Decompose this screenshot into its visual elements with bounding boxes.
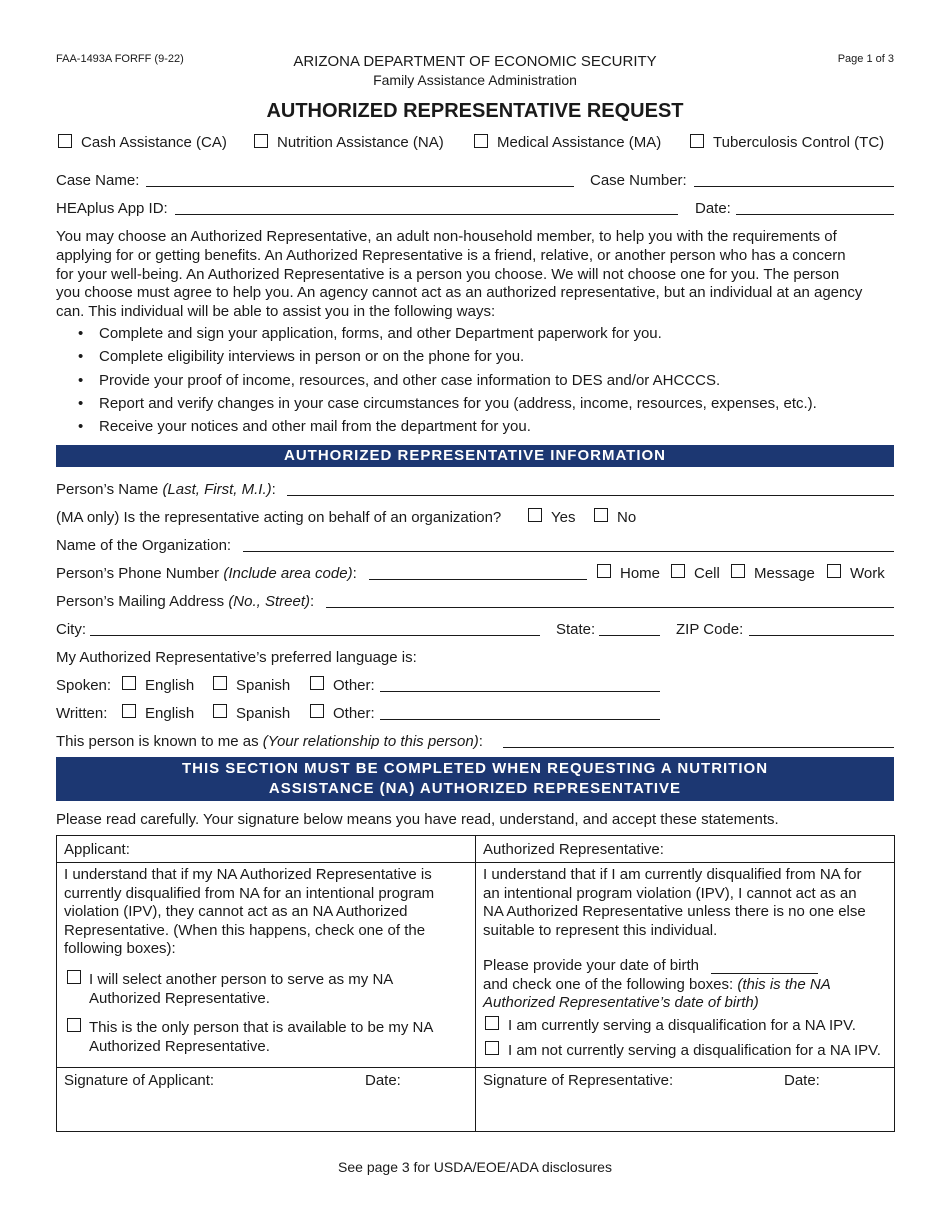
dob-instruction-text: and check one of the following boxes: xyxy=(483,975,738,993)
spoken-spanish-checkbox[interactable] xyxy=(213,676,227,690)
statement-line: following boxes): xyxy=(64,940,176,957)
division-name: Family Assistance Administration xyxy=(373,72,577,88)
address-text: Person’s Mailing Address xyxy=(56,593,229,610)
phone-cell-checkbox[interactable] xyxy=(671,564,685,578)
person-name-hint: (Last, First, M.I.) xyxy=(162,481,272,498)
case-number-label: Case Number: xyxy=(590,172,687,189)
rep-signature-label: Signature of Representative: xyxy=(483,1072,674,1089)
state-field[interactable] xyxy=(599,635,660,636)
org-name-label: Name of the Organization: xyxy=(56,537,232,554)
list-item: • Complete eligibility interviews in person or on the phone for you. xyxy=(78,347,817,370)
intro-line: You may choose an Authorized Representative, an adult non-household member, to help you with the requirements of xyxy=(56,228,837,245)
medical-assistance-label: Medical Assistance (MA) xyxy=(497,134,662,151)
colon: : xyxy=(271,481,276,498)
phone-text: Person’s Phone Number xyxy=(56,565,224,582)
phone-home-checkbox[interactable] xyxy=(597,564,611,578)
applicant-signature-field[interactable] xyxy=(58,1092,474,1130)
row-divider xyxy=(57,862,894,863)
na-heading-line: ASSISTANCE (NA) AUTHORIZED REPRESENTATIVE xyxy=(268,780,682,797)
written-english-checkbox[interactable] xyxy=(122,704,136,718)
list-item: • Provide your proof of income, resources, and other case information to DES and/or AHCCCS. xyxy=(78,371,817,394)
city-label: City: xyxy=(56,621,86,638)
rep-option2-checkbox[interactable] xyxy=(485,1041,499,1055)
form-id: FAA-1493A FORFF (9-22) xyxy=(56,53,184,65)
app-id-label: HEAplus App ID: xyxy=(56,200,168,217)
phone-field[interactable] xyxy=(369,579,587,580)
rep-header: Authorized Representative: xyxy=(483,841,664,858)
org-yes-checkbox[interactable] xyxy=(528,508,542,522)
intro-paragraph xyxy=(56,228,862,322)
dob-label: Please provide your date of birth xyxy=(483,957,699,974)
list-item: • Complete and sign your application, forms, and other Department paperwork for you. xyxy=(78,324,817,347)
colon: : xyxy=(352,565,357,582)
date-field[interactable] xyxy=(736,214,894,215)
relationship-field[interactable] xyxy=(503,747,894,748)
person-name-label xyxy=(56,481,276,498)
written-spanish-label: Spanish xyxy=(236,705,291,722)
column-divider xyxy=(475,836,476,1131)
nutrition-assistance-checkbox[interactable] xyxy=(254,134,268,148)
colon: : xyxy=(478,733,483,750)
statement-line: NA Authorized Representative unless there is no one else xyxy=(483,903,866,920)
na-instruction: Please read carefully. Your signature below means you have read, understand, and accept these statements. xyxy=(56,811,779,828)
row-divider xyxy=(57,1067,894,1068)
state-label: State: xyxy=(556,621,596,638)
statement-line: suitable to represent this individual. xyxy=(483,921,718,939)
relationship-text: This person is known to me as xyxy=(56,733,263,750)
phone-message-label: Message xyxy=(754,565,815,582)
spoken-other-label: Other: xyxy=(333,677,375,694)
phone-work-label: Work xyxy=(850,565,885,582)
applicant-option1-checkbox[interactable] xyxy=(67,970,81,984)
written-english-label: English xyxy=(145,705,195,722)
written-other-label: Other: xyxy=(333,705,375,722)
zip-field[interactable] xyxy=(749,635,894,636)
app-id-field[interactable] xyxy=(175,214,678,215)
intro-line: applying for or getting benefits. An Authorized Representative is a friend, relative, or another person who has a concern xyxy=(56,246,846,264)
dob-hint: (this is the NA xyxy=(737,975,831,993)
applicant-signature-label: Signature of Applicant: xyxy=(64,1072,215,1089)
tuberculosis-control-checkbox[interactable] xyxy=(690,134,704,148)
na-heading-line: THIS SECTION MUST BE COMPLETED WHEN REQUESTING A NUTRITION xyxy=(181,760,769,777)
statement-line: I understand that if my NA Authorized Representative is xyxy=(64,866,432,883)
spoken-english-checkbox[interactable] xyxy=(122,676,136,690)
org-question-label: (MA only) Is the representative acting on behalf of an organization? xyxy=(56,509,502,526)
na-agreement-table xyxy=(56,835,895,1132)
case-name-label: Case Name: xyxy=(56,172,140,189)
person-name-field[interactable] xyxy=(287,495,894,496)
applicant-option1-label xyxy=(89,971,393,1008)
list-item: • Receive your notices and other mail from the department for you. xyxy=(78,417,817,440)
written-other-checkbox[interactable] xyxy=(310,704,324,718)
rep-signature-field[interactable] xyxy=(477,1092,893,1130)
option-line: This is the only person that is available to be my NA xyxy=(89,1019,434,1036)
language-prompt: My Authorized Representative’s preferred language is: xyxy=(56,649,417,666)
org-no-label: No xyxy=(617,509,637,526)
page-title: AUTHORIZED REPRESENTATIVE REQUEST xyxy=(266,100,684,122)
list-item: • Report and verify changes in your case circumstances for you (address, income, resources, expenses, etc.). xyxy=(78,394,817,417)
tuberculosis-control-label: Tuberculosis Control (TC) xyxy=(713,134,885,151)
agency-name: ARIZONA DEPARTMENT OF ECONOMIC SECURITY xyxy=(293,53,657,70)
page-number: Page 1 of 3 xyxy=(837,53,894,65)
address-field[interactable] xyxy=(326,607,894,608)
phone-message-checkbox[interactable] xyxy=(731,564,745,578)
rep-statement xyxy=(483,866,866,940)
cash-assistance-checkbox[interactable] xyxy=(58,134,72,148)
rep-dob-block xyxy=(483,957,831,1013)
spoken-english-label: English xyxy=(145,677,195,694)
medical-assistance-checkbox[interactable] xyxy=(474,134,488,148)
phone-cell-label: Cell xyxy=(694,565,720,582)
statement-line: currently disqualified from NA for an intentional program xyxy=(64,884,435,902)
colon: : xyxy=(310,593,315,610)
cash-assistance-label: Cash Assistance (CA) xyxy=(81,134,227,151)
address-label xyxy=(56,593,314,610)
applicant-header: Applicant: xyxy=(64,841,130,858)
statement-line: an intentional program violation (IPV), I cannot act as an xyxy=(483,884,857,902)
case-number-field[interactable] xyxy=(694,186,894,187)
nutrition-assistance-label: Nutrition Assistance (NA) xyxy=(277,134,444,151)
dob-field[interactable] xyxy=(711,973,818,974)
assist-list xyxy=(78,324,817,440)
org-name-field[interactable] xyxy=(243,551,894,552)
spoken-other-field[interactable] xyxy=(380,691,660,692)
relationship-hint: (Your relationship to this person) xyxy=(262,733,479,750)
address-hint: (No., Street) xyxy=(228,593,310,610)
org-no-checkbox[interactable] xyxy=(594,508,608,522)
spoken-label: Spoken: xyxy=(56,677,112,694)
statement-line: violation (IPV), they cannot act as an NA Authorized xyxy=(64,903,408,920)
intro-line: you choose must agree to help you. An agency cannot act as an authorized representative, but an individual at an agency xyxy=(56,284,863,302)
org-yes-label: Yes xyxy=(551,509,576,526)
zip-label: ZIP Code: xyxy=(676,621,744,638)
dob-hint-continued: Authorized Representative’s date of birth) xyxy=(483,994,759,1011)
person-name-text: Person’s Name xyxy=(56,481,163,498)
rep-info-heading: AUTHORIZED REPRESENTATIVE INFORMATION xyxy=(56,445,894,467)
applicant-date-label: Date: xyxy=(365,1072,401,1089)
case-name-field[interactable] xyxy=(146,186,574,187)
applicant-option2-label xyxy=(89,1019,433,1056)
na-section-heading xyxy=(56,757,894,801)
phone-hint: (Include area code) xyxy=(223,565,353,582)
phone-home-label: Home xyxy=(620,565,661,582)
statement-line: I understand that if I am currently disqualified from NA for xyxy=(483,866,862,883)
rep-option1-label: I am currently serving a disqualification for a NA IPV. xyxy=(508,1017,856,1034)
option-line: I will select another person to serve as my NA xyxy=(89,971,394,988)
option-line: Authorized Representative. xyxy=(89,989,270,1007)
option-line: Authorized Representative. xyxy=(89,1037,270,1055)
intro-line: for your well-being. An Authorized Representative is a person you choose. We will not choose one for you. The person xyxy=(56,265,840,283)
written-other-field[interactable] xyxy=(380,719,660,720)
phone-label xyxy=(56,565,357,582)
written-spanish-checkbox[interactable] xyxy=(213,704,227,718)
date-label: Date: xyxy=(695,200,731,217)
written-label: Written: xyxy=(56,705,108,722)
rep-option2-label: I am not currently serving a disqualification for a NA IPV. xyxy=(508,1042,881,1059)
spoken-other-checkbox[interactable] xyxy=(310,676,324,690)
intro-line: can. This individual will be able to assist you in the following ways: xyxy=(56,303,496,321)
statement-line: Representative. (When this happens, check one of the xyxy=(64,921,426,939)
rep-date-label: Date: xyxy=(784,1072,820,1089)
dob-instruction xyxy=(483,976,831,995)
rep-option1-checkbox[interactable] xyxy=(485,1016,499,1030)
city-field[interactable] xyxy=(90,635,540,636)
spoken-spanish-label: Spanish xyxy=(236,677,291,694)
footer-note: See page 3 for USDA/EOE/ADA disclosures xyxy=(338,1159,612,1175)
applicant-option2-checkbox[interactable] xyxy=(67,1018,81,1032)
applicant-statement xyxy=(64,866,434,959)
phone-work-checkbox[interactable] xyxy=(827,564,841,578)
relationship-label xyxy=(56,733,483,750)
